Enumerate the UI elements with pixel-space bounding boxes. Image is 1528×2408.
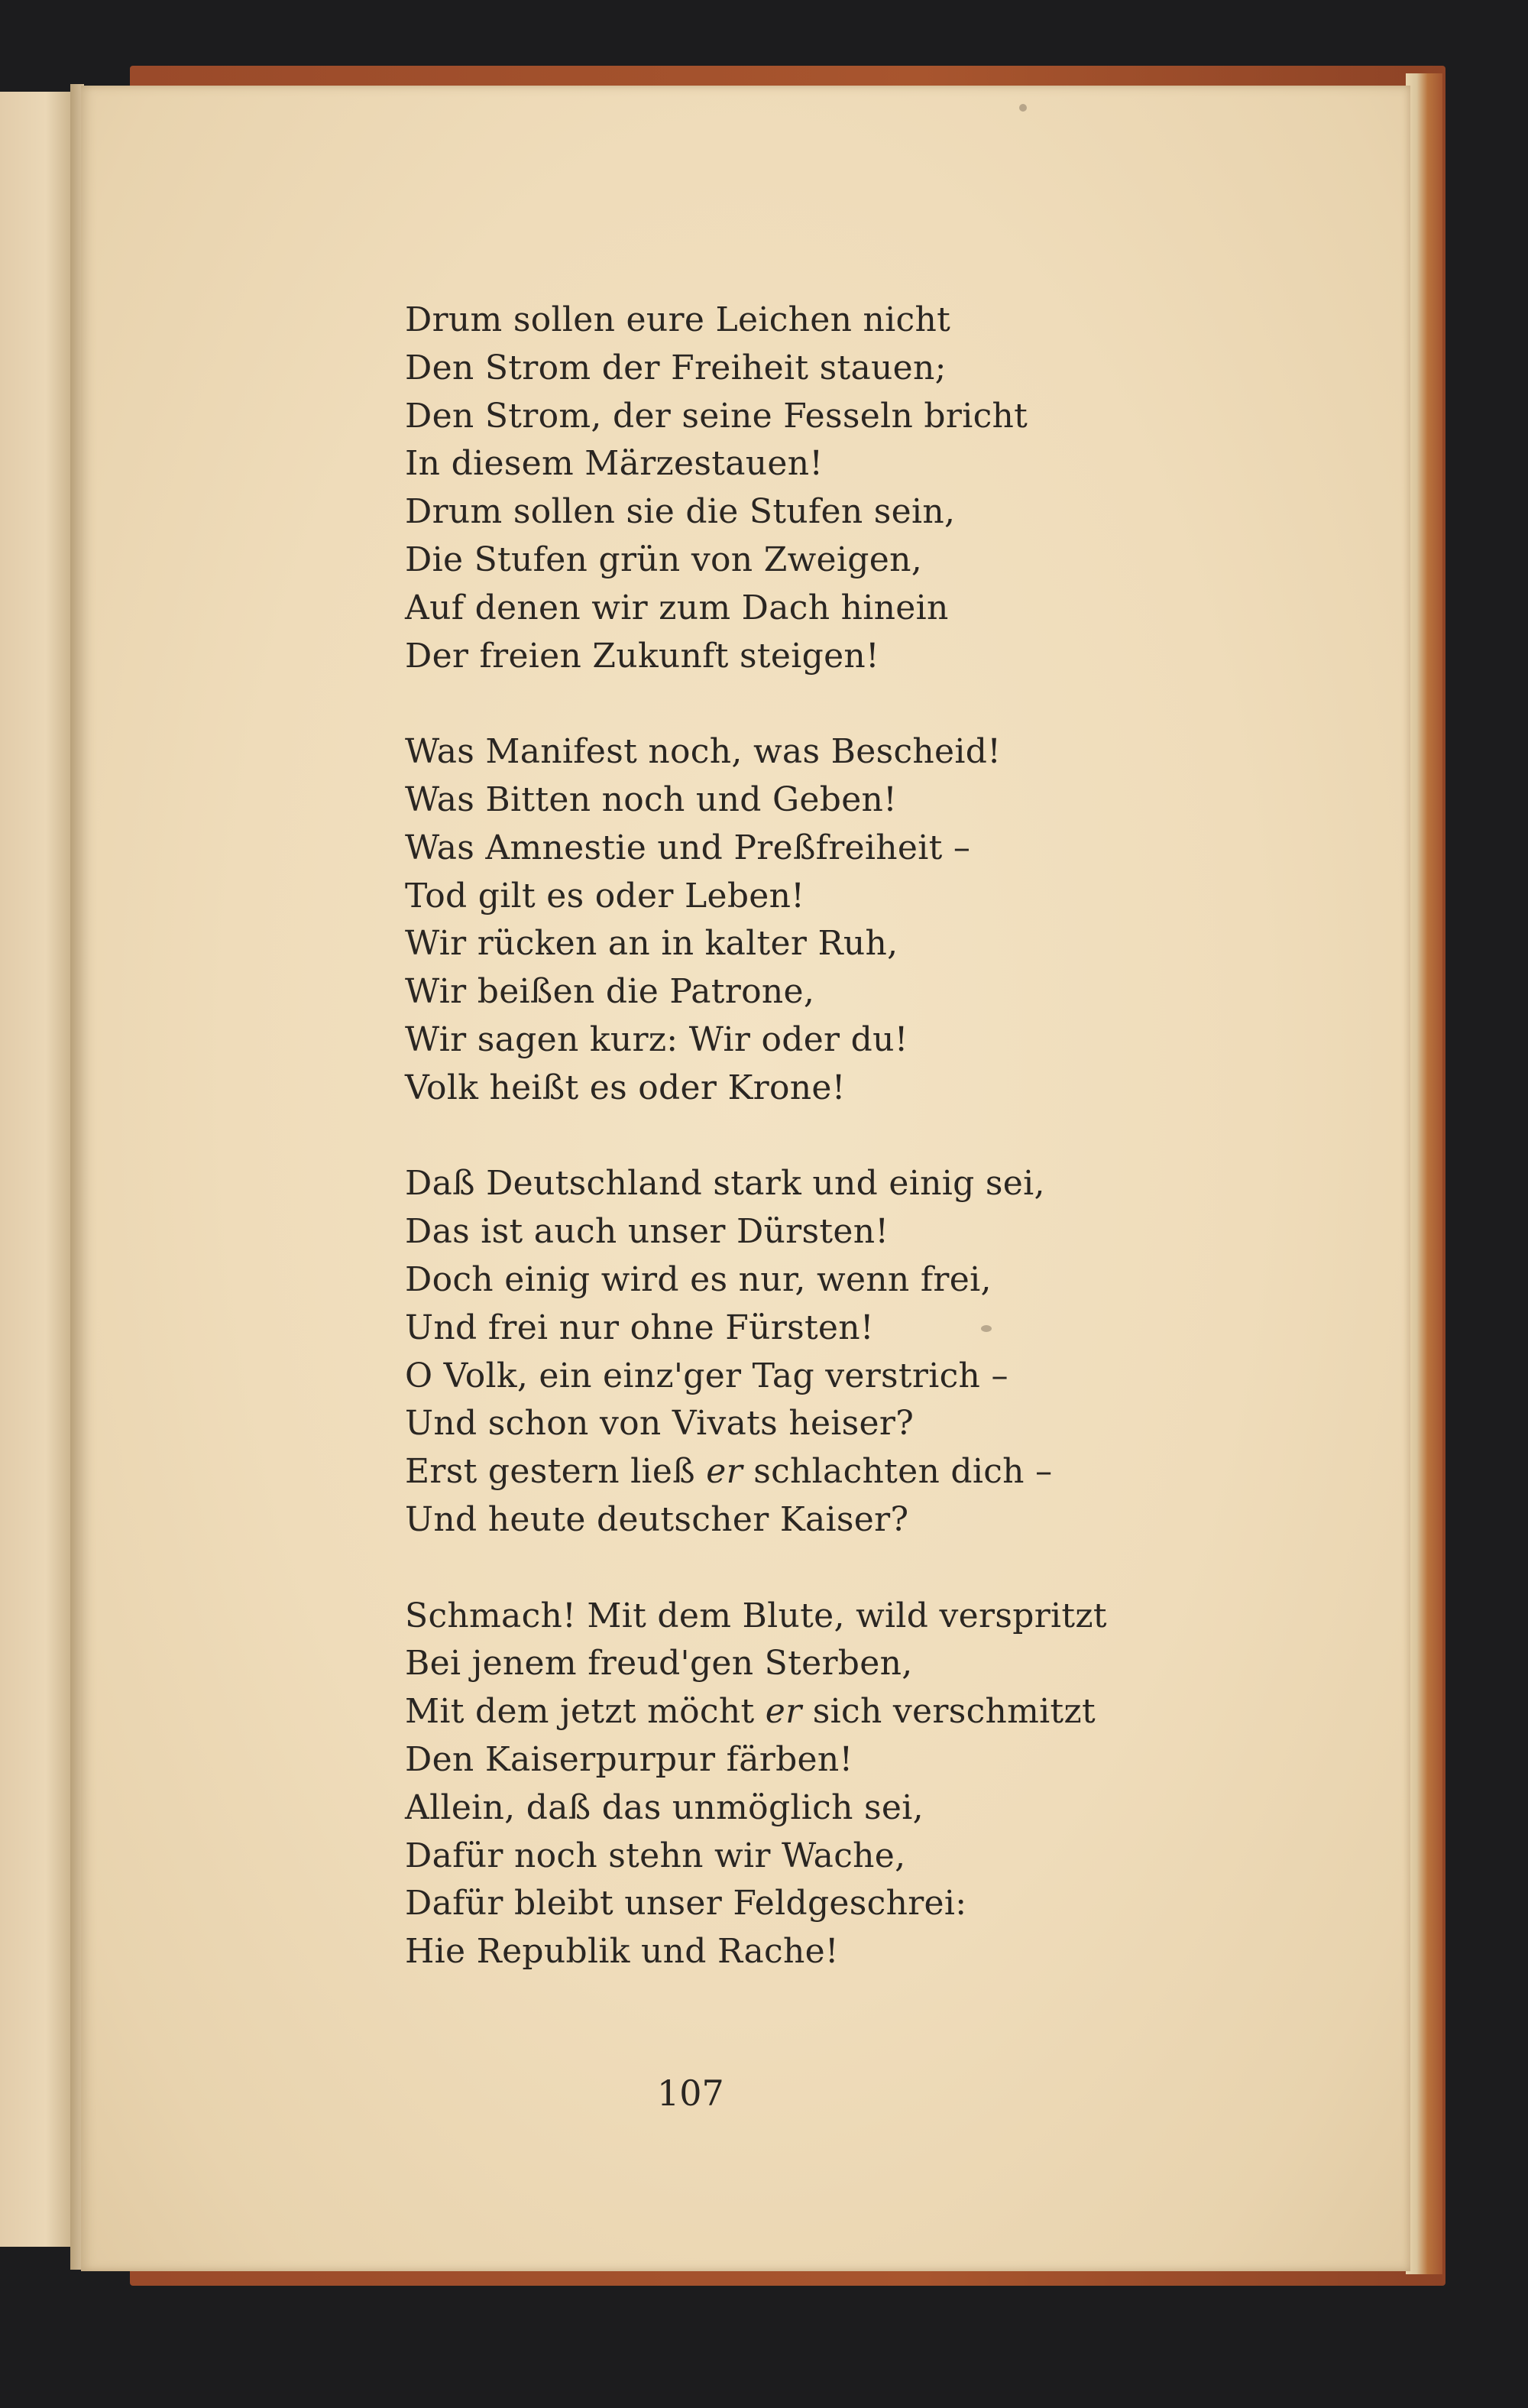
poem-stanza	[405, 1160, 1322, 1544]
poem-line: Dafür noch stehn wir Wache,	[405, 1836, 906, 1875]
poem-line: Und heute deutscher Kaiser?	[405, 1499, 909, 1539]
poem-line: Daß Deutschland stark und einig sei,	[405, 1164, 1045, 1204]
poem-line-emphasis: er	[706, 1452, 743, 1492]
poem-line-text: sich verschmitzt	[801, 1692, 1096, 1732]
poem-line: Was Manifest noch, was Bescheid!	[405, 732, 1002, 772]
poem-line: Der freien Zukunft steigen!	[405, 636, 880, 676]
poem-line	[405, 1688, 1322, 1736]
poem-line: Wir beißen die Patrone,	[405, 972, 815, 1012]
poem-line: Drum sollen sie die Stufen sein,	[405, 492, 956, 532]
paper-speck	[1019, 104, 1027, 112]
poem-stanza	[405, 1593, 1322, 1976]
poem-line	[405, 1448, 1322, 1496]
poem-line: Allein, daß das unmöglich sei,	[405, 1787, 924, 1827]
page-number: 107	[657, 2073, 724, 2114]
poem-line: Wir sagen kurz: Wir oder du!	[405, 1019, 908, 1059]
poem-line: Doch einig wird es nur, wenn frei,	[405, 1259, 992, 1299]
poem-line: Volk heißt es oder Krone!	[405, 1068, 846, 1107]
poem-line: Den Strom der Freiheit stauen;	[405, 348, 947, 387]
poem-line: Das ist auch unser Dürsten!	[405, 1212, 889, 1252]
poem-line: Die Stufen grün von Zweigen,	[405, 540, 922, 579]
poem-line: Tod gilt es oder Leben!	[405, 876, 805, 916]
poem-line: Und frei nur ohne Fürsten!	[405, 1308, 874, 1347]
poem-line: Drum sollen eure Leichen nicht	[405, 300, 951, 339]
left-page-edge	[0, 92, 76, 2247]
poem-stanza	[405, 728, 1322, 1112]
poem-line-text: Erst gestern ließ	[405, 1452, 707, 1492]
poem-line: Hie Republik und Rache!	[405, 1932, 839, 1972]
page-block-edge	[1406, 73, 1442, 2274]
poem-stanza	[405, 297, 1322, 680]
poem-line: Was Amnestie und Preßfreiheit –	[405, 828, 971, 867]
poem-line-text: schlachten dich –	[742, 1452, 1053, 1492]
poem-line: Den Kaiserpurpur färben!	[405, 1739, 853, 1779]
poem-line: Dafür bleibt unser Feldgeschrei:	[405, 1884, 967, 1923]
poem-line: In diesem Märzestauen!	[405, 444, 824, 484]
poem-line-emphasis: er	[765, 1692, 802, 1732]
poem-line: Auf denen wir zum Dach hinein	[405, 588, 949, 627]
poem-text	[405, 297, 1322, 1976]
poem-line: Schmach! Mit dem Blute, wild verspritzt	[405, 1596, 1107, 1635]
poem-line: Den Strom, der seine Fesseln bricht	[405, 396, 1028, 436]
poem-line: Bei jenem freud'gen Sterben,	[405, 1644, 913, 1684]
poem-line: Was Bitten noch und Geben!	[405, 779, 898, 819]
poem-line: O Volk, ein einz'ger Tag verstrich –	[405, 1356, 1008, 1395]
poem-line-text: Mit dem jetzt möcht	[405, 1692, 766, 1732]
poem-line: Wir rücken an in kalter Ruh,	[405, 924, 898, 964]
poem-line: Und schon von Vivats heiser?	[405, 1404, 915, 1444]
